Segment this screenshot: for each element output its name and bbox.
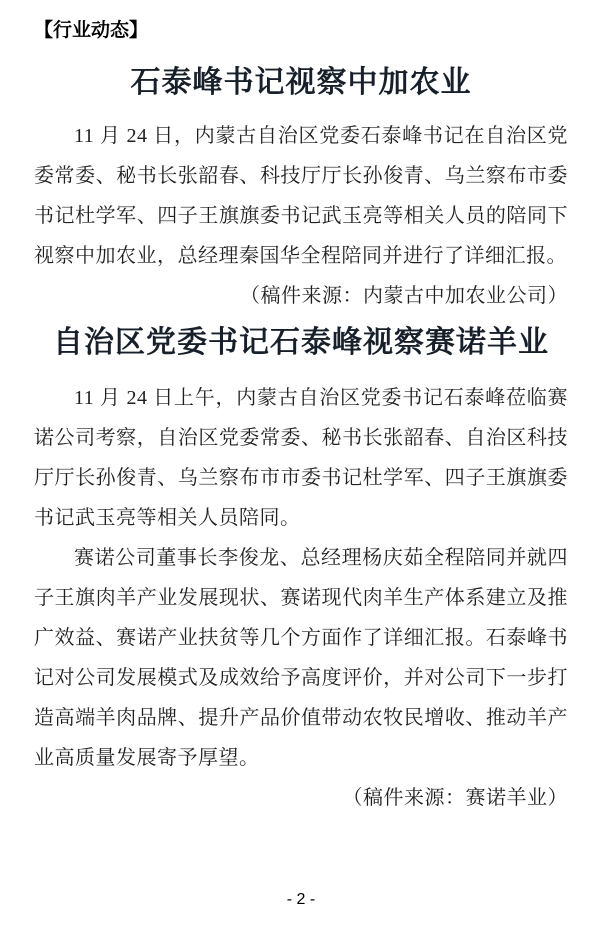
- article-1-source: （稿件来源：内蒙古中加农业公司）: [240, 285, 568, 307]
- article-title-2: 自治区党委书记石泰峰视察赛诺羊业: [53, 326, 549, 359]
- section-tag: 【行业动态】: [34, 20, 149, 41]
- article-2-paragraph-1: 11 月 24 日上午，内蒙古自治区党委书记石泰峰莅临赛诺公司考察，自治区党委常委、秘书长张韶春、自治区科技厅厅长孙俊青、乌兰察布市市委书记杜学军、四子王旗旗委书记武玉亮等相关人员陪同。: [34, 387, 568, 529]
- page-number: - 2 -: [286, 891, 316, 908]
- article-title-1: 石泰峰书记视察中加农业: [130, 66, 472, 99]
- article-2-source: （稿件来源：赛诺羊业）: [342, 787, 568, 809]
- article-2-paragraph-2: 赛诺公司董事长李俊龙、总经理杨庆茹全程陪同并就四子王旗肉羊产业发展现状、赛诺现代肉羊生产体系建立及推广效益、赛诺产业扶贫等几个方面作了详细汇报。石泰峰书记对公司发展模式及成效给予高度评价，并对公司下一步打造高端羊肉品牌、提升产品价值带动农牧民增收、推动羊产业高质量发展寄予厚望。: [34, 547, 568, 769]
- article-1-paragraph-1: 11 月 24 日，内蒙古自治区党委石泰峰书记在自治区党委常委、秘书长张韶春、科技厅厅长孙俊青、乌兰察布市委书记杜学军、四子王旗旗委书记武玉亮等相关人员的陪同下视察中加农业，总经理秦国华全程陪同并进行了详细汇报。: [34, 125, 568, 267]
